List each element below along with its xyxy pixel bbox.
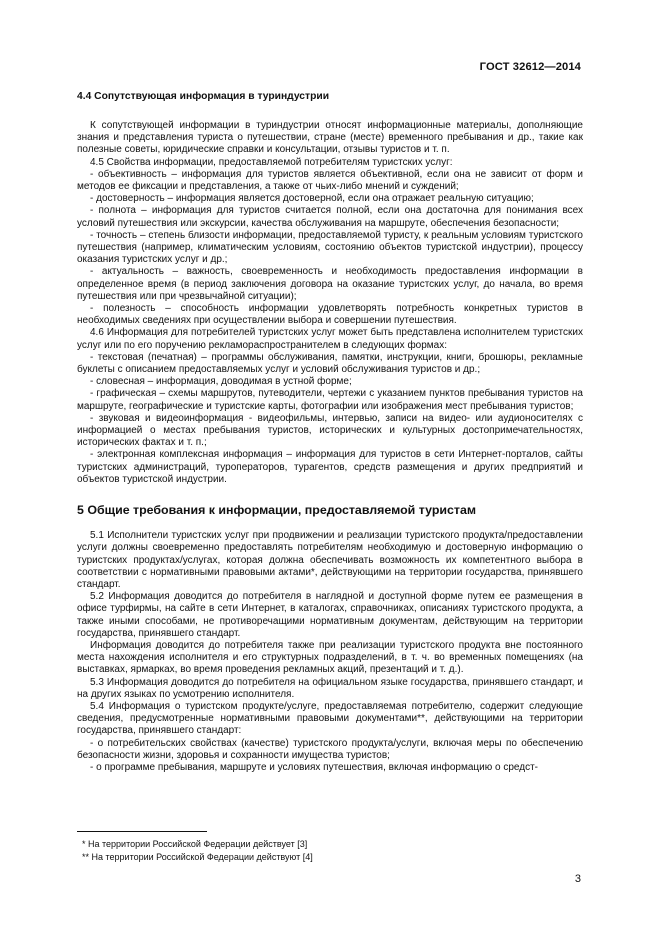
list-item: - о потребительских свойствах (качестве) туристского продукта/услуги, включая меры по обеспечению безопасности жизни, здоровья и сохранности имущества туристов; [77, 737, 583, 761]
list-item: - объективность – информация для туристов является объективной, если она не зависит от форм и методов ее фиксации и представления, а также от чьих-либо мнений и суждений; [77, 168, 583, 193]
paragraph: 4.5 Свойства информации, предоставляемой потребителям туристских услуг: [90, 156, 453, 168]
list-item: - точность – степень близости информации, предоставляемой туристу, к реальным условиям туристского путешествия (например, климатическим условиям, состоянию объектов туристской индустрии), процессу оказания туристских услуг и др.; [77, 229, 583, 266]
list-item: - звуковая и видеоинформация - видеофильмы, интервью, записи на видео- или аудионосителях с информацией о местах пребывания туристов, исторических и культурных достопримечательностях, исторических фактах и т. п.; [77, 412, 583, 449]
document-code: ГОСТ 32612—2014 [479, 61, 581, 73]
paragraph: 5.4 Информация о туристском продукте/услуге, предоставляемая потребителю, содержит следующие сведения, предусмотренные нормативными правовыми документами**, действующими на территории государства, принявшего стандарт: [77, 700, 583, 737]
list-item: - полезность – способность информации удовлетворять потребность конкретных туристов в необходимых сведениях при осуществлении выбора и совершении путешествия. [77, 303, 583, 327]
paragraph: 5.1 Исполнители туристских услуг при продвижении и реализации туристского продукта/предоставлении услуги должны своевременно предоставлять потребителям необходимую и достоверную информацию о туристских продуктах/услугах, которая должна обеспечивать возможность их компетентного выбора в соответствии с нормативными правовыми актами*, действующими на территории государства, принявшего стандарт. [77, 530, 583, 590]
paragraph: 5.2 Информация доводится до потребителя в наглядной и доступной форме путем ее размещения в офисе турфирмы, на сайте в сети Интернет, в каталогах, справочниках, описаниях туристского продукта, а также иными способами, не противоречащими нормативным документам, действующим на территории государства, принявшего стандарт. [77, 591, 583, 639]
page-number: 3 [574, 873, 581, 885]
list-item: - полнота – информация для туристов считается полной, если она достаточна для понимания всех условий путешествия или экскурсии, качества обслуживания на маршруте, обеспечения безопасности; [77, 205, 583, 229]
section-5-heading: 5 Общие требования к информации, предоставляемой туристам [77, 503, 477, 518]
paragraph: К сопутствующей информации в туриндустрии относят информационные материалы, дополняющие знания и представления туриста о путешествии, стране (месте) временного пребывания и др., такие как полезные советы, юридические справки и консультации, отзывы туристов и т. п. [77, 120, 583, 156]
page-body [77, 90, 583, 774]
footnote-divider [77, 831, 207, 832]
list-item: - графическая – схемы маршрутов, путеводители, чертежи с указанием пунктов пребывания туристов на маршруте, географические и туристские карты, фотографии или изображения мест пребывания туристов; [77, 388, 583, 412]
paragraph: 4.6 Информация для потребителей туристских услуг может быть представлена исполнителем туристских услуг или по его поручению рекламораспространителем в следующих формах: [77, 327, 583, 351]
paragraph: 5.3 Информация доводится до потребителя на официальном языке государства, принявшего стандарт, и на других языках по усмотрению исполнителя. [77, 676, 583, 700]
footnotes [77, 838, 583, 863]
list-item: - электронная комплексная информация – информация для туристов в сети Интернет-порталов, сайты туристских администраций, туроператоров, турагентов, средств размещения и других предприятий и объектов туристской индустрии. [77, 449, 583, 485]
footnote: ** На территории Российской Федерации действуют [4] [82, 851, 313, 862]
paragraph: Информация доводится до потребителя также при реализации туристского продукта вне постоянного места нахождения исполнителя и его структурных подразделений, в т. ч. во временных помещениях (на выставках, ярмарках, во время проведения рекламных акций, презентаций и т. д.). [77, 639, 583, 676]
list-item: - словесная – информация, доводимая в устной форме; [90, 376, 352, 388]
list-item: - текстовая (печатная) – программы обслуживания, памятки, инструкции, книги, брошюры, рекламные буклеты с описанием предоставляемых услуг и условий обслуживания туристов и др.; [77, 351, 583, 376]
list-item: - достоверность – информация является достоверной, если она отражает реальную ситуацию; [90, 193, 534, 205]
footnote: * На территории Российской Федерации действует [3] [82, 839, 308, 849]
list-item: - о программе пребывания, маршруте и условиях путешествия, включая информацию о средст- [90, 761, 538, 773]
section-4-4-heading: 4.4 Сопутствующая информация в туриндустрии [77, 91, 330, 102]
list-item: - актуальность – важность, своевременность и необходимость предоставления информации в определенное время (в период заключения договора на оказание туристских услуг, до начала, во время путешествия или при чрезвычайной ситуации); [77, 266, 583, 302]
